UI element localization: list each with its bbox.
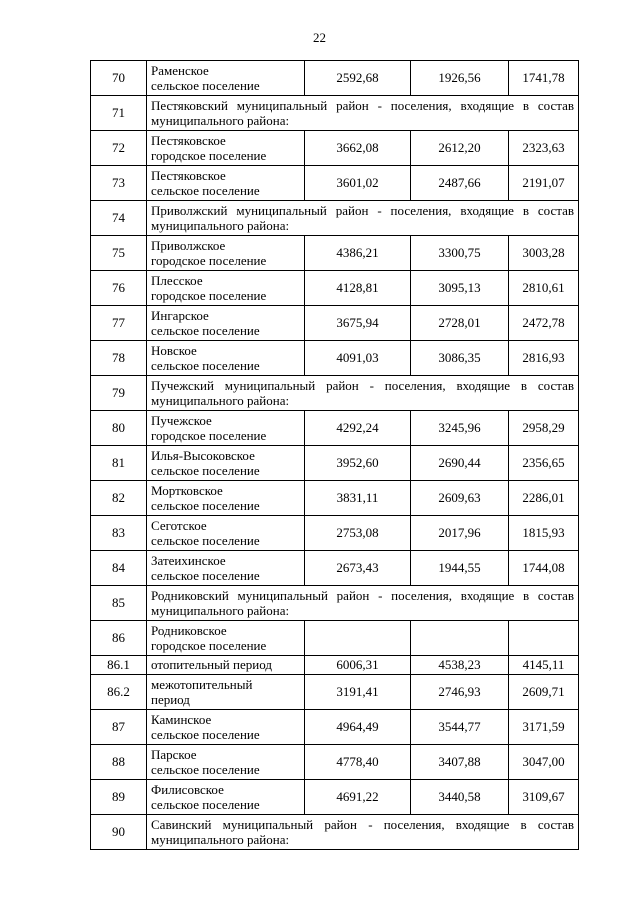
settlement-name-line: Парское xyxy=(151,746,197,762)
settlement-name xyxy=(147,131,305,166)
value-cell-v3: 2472,78 xyxy=(509,306,579,341)
row-number: 85 xyxy=(91,586,147,621)
value-cell-v2: 3095,13 xyxy=(411,271,509,306)
settlement-name xyxy=(147,271,305,306)
settlement-name-line: Плесское xyxy=(151,272,203,288)
table-row xyxy=(91,656,579,675)
row-number: 79 xyxy=(91,376,147,411)
row-number: 86.1 xyxy=(91,656,147,675)
table-row xyxy=(91,61,579,96)
table-row xyxy=(91,411,579,446)
settlement-name xyxy=(147,236,305,271)
table-row xyxy=(91,675,579,710)
settlement-name xyxy=(147,780,305,815)
row-number: 80 xyxy=(91,411,147,446)
row-number: 74 xyxy=(91,201,147,236)
settlement-name-line: Каминское xyxy=(151,711,212,727)
settlement-name-line: Пучежское xyxy=(151,412,212,428)
value-cell-v1: 2592,68 xyxy=(305,61,411,96)
value-cell-v1: 4964,49 xyxy=(305,710,411,745)
row-number: 88 xyxy=(91,745,147,780)
settlement-name-line: Филисовское xyxy=(151,781,224,797)
settlement-name-line: период xyxy=(151,692,190,707)
row-number: 71 xyxy=(91,96,147,131)
value-cell-v1: 3831,11 xyxy=(305,481,411,516)
value-cell-v3: 2323,63 xyxy=(509,131,579,166)
value-cell-v2: 3086,35 xyxy=(411,341,509,376)
value-cell-v2: 2609,63 xyxy=(411,481,509,516)
settlement-name-line: городское поселение xyxy=(151,253,267,268)
value-cell-v3: 2810,61 xyxy=(509,271,579,306)
value-cell-v1: 4778,40 xyxy=(305,745,411,780)
value-cell-v1: 3952,60 xyxy=(305,446,411,481)
value-cell-v1 xyxy=(305,621,411,656)
value-cell-v3: 1744,08 xyxy=(509,551,579,586)
settlement-name-line: отопительный период xyxy=(151,657,272,673)
value-cell-v1: 6006,31 xyxy=(305,656,411,675)
settlement-name xyxy=(147,621,305,656)
value-cell-v3: 3047,00 xyxy=(509,745,579,780)
table-row xyxy=(91,481,579,516)
table-row xyxy=(91,201,579,236)
settlement-name-line: городское поселение xyxy=(151,288,267,303)
value-cell-v2: 3300,75 xyxy=(411,236,509,271)
value-cell-v3: 3171,59 xyxy=(509,710,579,745)
value-cell-v2: 2017,96 xyxy=(411,516,509,551)
settlement-name xyxy=(147,710,305,745)
settlement-name xyxy=(147,166,305,201)
value-cell-v1: 3191,41 xyxy=(305,675,411,710)
table-row xyxy=(91,96,579,131)
value-cell-v3: 4145,11 xyxy=(509,656,579,675)
row-number: 75 xyxy=(91,236,147,271)
settlement-name-line: Ингарское xyxy=(151,307,209,323)
settlement-name-line: сельское поселение xyxy=(151,183,260,198)
table-row xyxy=(91,780,579,815)
settlement-name xyxy=(147,61,305,96)
value-cell-v2: 3407,88 xyxy=(411,745,509,780)
row-number: 73 xyxy=(91,166,147,201)
settlement-name-line: сельское поселение xyxy=(151,568,260,583)
row-number: 86 xyxy=(91,621,147,656)
row-number: 82 xyxy=(91,481,147,516)
table-body xyxy=(91,61,579,850)
settlement-name xyxy=(147,675,305,710)
settlement-name-line: Раменское xyxy=(151,62,209,78)
settlement-name-line: городское поселение xyxy=(151,428,267,443)
value-cell-v1: 4091,03 xyxy=(305,341,411,376)
settlement-name xyxy=(147,745,305,780)
settlement-name xyxy=(147,446,305,481)
row-number: 76 xyxy=(91,271,147,306)
settlement-name-line: сельское поселение xyxy=(151,323,260,338)
settlement-name-line: сельское поселение xyxy=(151,762,260,777)
table-row xyxy=(91,586,579,621)
value-cell-v2: 2690,44 xyxy=(411,446,509,481)
table-row xyxy=(91,271,579,306)
row-number: 86.2 xyxy=(91,675,147,710)
value-cell-v2: 1944,55 xyxy=(411,551,509,586)
settlement-name xyxy=(147,481,305,516)
settlement-name-line: Пестяковское xyxy=(151,167,226,183)
table-row xyxy=(91,815,579,850)
row-number: 70 xyxy=(91,61,147,96)
settlement-name-line: Новское xyxy=(151,342,197,358)
row-number: 89 xyxy=(91,780,147,815)
row-number: 83 xyxy=(91,516,147,551)
settlement-name-line: Илья-Высоковское xyxy=(151,447,255,463)
value-cell-v1: 4292,24 xyxy=(305,411,411,446)
value-cell-v3: 1741,78 xyxy=(509,61,579,96)
settlement-name xyxy=(147,341,305,376)
settlement-name-line: Пестяковское xyxy=(151,132,226,148)
value-cell-v2: 3245,96 xyxy=(411,411,509,446)
value-cell-v2: 1926,56 xyxy=(411,61,509,96)
value-cell-v1: 2753,08 xyxy=(305,516,411,551)
district-heading: Савинский муниципальный район - поселения, входящие в состав муниципального района: xyxy=(147,815,579,850)
value-cell-v1: 4386,21 xyxy=(305,236,411,271)
settlement-name-line: сельское поселение xyxy=(151,727,260,742)
value-cell-v3: 3003,28 xyxy=(509,236,579,271)
table-row xyxy=(91,131,579,166)
settlement-name-line: сельское поселение xyxy=(151,78,260,93)
table-row xyxy=(91,551,579,586)
value-cell-v3: 2609,71 xyxy=(509,675,579,710)
settlement-name-line: Сеготское xyxy=(151,517,207,533)
district-heading: Родниковский муниципальный район - поселения, входящие в состав муниципального района: xyxy=(147,586,579,621)
district-heading: Пестяковский муниципальный район - поселения, входящие в состав муниципального района: xyxy=(147,96,579,131)
value-cell-v3: 2356,65 xyxy=(509,446,579,481)
settlement-name xyxy=(147,411,305,446)
value-cell-v1: 4128,81 xyxy=(305,271,411,306)
settlement-name-line: сельское поселение xyxy=(151,797,260,812)
row-number: 84 xyxy=(91,551,147,586)
value-cell-v3: 2191,07 xyxy=(509,166,579,201)
settlement-name-line: межотопительный xyxy=(151,676,253,692)
settlement-name-line: Приволжское xyxy=(151,237,226,253)
value-cell-v2: 2746,93 xyxy=(411,675,509,710)
table-row xyxy=(91,166,579,201)
settlement-name-line: сельское поселение xyxy=(151,463,260,478)
value-cell-v2 xyxy=(411,621,509,656)
settlement-name xyxy=(147,306,305,341)
district-heading: Приволжский муниципальный район - поселения, входящие в состав муниципального района: xyxy=(147,201,579,236)
row-number: 72 xyxy=(91,131,147,166)
value-cell-v3: 2286,01 xyxy=(509,481,579,516)
row-number: 77 xyxy=(91,306,147,341)
value-cell-v3: 2958,29 xyxy=(509,411,579,446)
value-cell-v1: 3675,94 xyxy=(305,306,411,341)
table-row xyxy=(91,306,579,341)
value-cell-v1: 2673,43 xyxy=(305,551,411,586)
settlement-name-line: Родниковское xyxy=(151,622,227,638)
settlement-name-line: сельское поселение xyxy=(151,498,260,513)
table-row xyxy=(91,710,579,745)
value-cell-v3: 2816,93 xyxy=(509,341,579,376)
settlement-name xyxy=(147,551,305,586)
table-row xyxy=(91,341,579,376)
table-row xyxy=(91,516,579,551)
settlement-name-line: сельское поселение xyxy=(151,533,260,548)
table-row xyxy=(91,446,579,481)
settlement-name-line: городское поселение xyxy=(151,148,267,163)
row-number: 90 xyxy=(91,815,147,850)
value-cell-v3 xyxy=(509,621,579,656)
table-row xyxy=(91,376,579,411)
settlement-name-line: Мортковское xyxy=(151,482,223,498)
row-number: 87 xyxy=(91,710,147,745)
value-cell-v1: 4691,22 xyxy=(305,780,411,815)
table-row xyxy=(91,236,579,271)
value-cell-v2: 2612,20 xyxy=(411,131,509,166)
settlement-name-line: сельское поселение xyxy=(151,358,260,373)
value-cell-v2: 3544,77 xyxy=(411,710,509,745)
row-number: 78 xyxy=(91,341,147,376)
settlement-name-line: Затеихинское xyxy=(151,552,226,568)
row-number: 81 xyxy=(91,446,147,481)
table-row xyxy=(91,745,579,780)
settlement-name xyxy=(147,516,305,551)
value-cell-v2: 2487,66 xyxy=(411,166,509,201)
value-cell-v3: 3109,67 xyxy=(509,780,579,815)
district-heading: Пучежский муниципальный район - поселения, входящие в состав муниципального района: xyxy=(147,376,579,411)
value-cell-v2: 4538,23 xyxy=(411,656,509,675)
table-row xyxy=(91,621,579,656)
value-cell-v2: 2728,01 xyxy=(411,306,509,341)
value-cell-v1: 3662,08 xyxy=(305,131,411,166)
value-cell-v3: 1815,93 xyxy=(509,516,579,551)
page-number: 22 xyxy=(313,30,326,45)
settlement-name-line: городское поселение xyxy=(151,638,267,653)
tariff-table xyxy=(90,60,579,850)
value-cell-v2: 3440,58 xyxy=(411,780,509,815)
settlement-name xyxy=(147,656,305,675)
value-cell-v1: 3601,02 xyxy=(305,166,411,201)
